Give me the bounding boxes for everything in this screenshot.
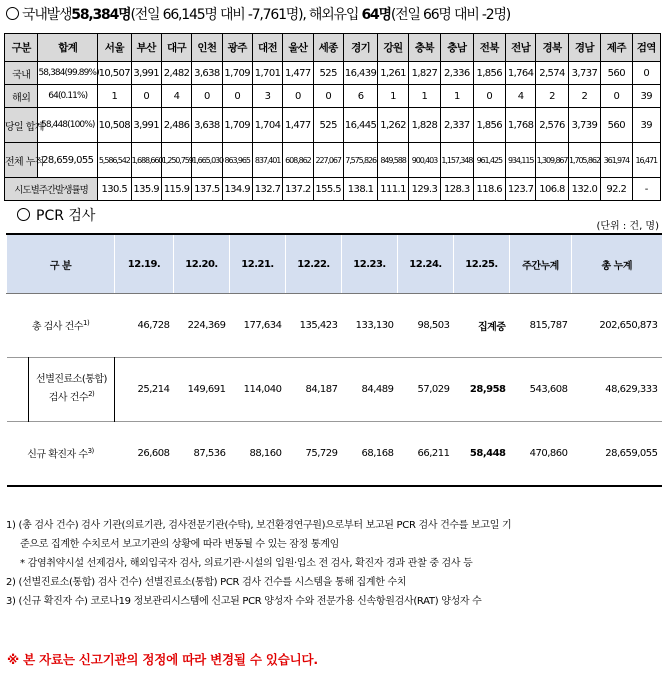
regional-col-header: 구분	[5, 34, 38, 62]
pcr-col-header: 12.25.	[454, 234, 510, 294]
regional-cell: 934,115	[505, 143, 535, 178]
regional-cell: 115.9	[161, 178, 191, 201]
pcr-row	[7, 294, 662, 358]
domestic-detail: (전일 66,145명 대비 -7,761명),	[130, 7, 306, 23]
note-2: 2) (선별진료소(통합) 검사 건수) 선별진료소(통합) PCR 검사 건수를 시스템을 통해 집계한 수치	[6, 577, 407, 588]
pcr-table	[6, 233, 662, 487]
regional-cell: 1,665,030	[192, 143, 222, 178]
regional-cell: 3,638	[192, 62, 222, 85]
regional-cell: 961,425	[473, 143, 505, 178]
regional-row	[5, 178, 661, 201]
regional-cell: 608,862	[283, 143, 313, 178]
regional-col-header: 검역	[632, 34, 660, 62]
regional-col-header: 서울	[98, 34, 131, 62]
regional-col-header: 울산	[283, 34, 313, 62]
pcr-cell: 202,650,873	[599, 320, 658, 331]
regional-cell: 129.3	[408, 178, 440, 201]
pcr-cell: 135,423	[299, 320, 338, 331]
regional-cell: 1,262	[378, 108, 408, 143]
pcr-cell: 28,659,055	[605, 448, 658, 459]
regional-col-header: 인천	[192, 34, 222, 62]
regional-cell: 1	[378, 85, 408, 108]
regional-cell: 5,586,542	[98, 143, 131, 178]
regional-col-header: 경북	[536, 34, 568, 62]
pcr-cell: 57,029	[417, 384, 450, 395]
regional-row-label: 전체 누적	[5, 143, 38, 178]
pcr-cell: 25,214	[137, 384, 170, 395]
pcr-row-label-text: 신규 확진자 수	[27, 449, 88, 461]
regional-cell: 137.5	[192, 178, 222, 201]
pcr-cell: 87,536	[193, 448, 226, 459]
regional-cell: 58,384(99.89%)	[38, 62, 98, 85]
regional-cell: 2,486	[161, 108, 191, 143]
pcr-cell: 114,040	[243, 384, 282, 395]
regional-cell: 137.2	[283, 178, 313, 201]
circle-bullet-icon	[6, 7, 19, 20]
regional-cell: 132.0	[568, 178, 600, 201]
regional-col-header: 대전	[252, 34, 282, 62]
regional-cell: 2,576	[536, 108, 568, 143]
regional-col-header: 부산	[131, 34, 161, 62]
regional-row-label: 해외	[5, 85, 38, 108]
regional-cell: 849,588	[378, 143, 408, 178]
pcr-col-header: 12.21.	[230, 234, 286, 294]
regional-col-header: 강원	[378, 34, 408, 62]
regional-cell: 3,739	[568, 108, 600, 143]
regional-cell: 2	[536, 85, 568, 108]
pcr-row-label	[29, 358, 115, 422]
regional-cell: 525	[313, 108, 343, 143]
regional-cell: 2,482	[161, 62, 191, 85]
pcr-col-header: 구 분	[7, 234, 115, 294]
domestic-count: 58,384명	[71, 7, 131, 23]
note-1a: 1) (총 검사 건수) 검사 기관(의료기관, 검사전문기관(수탁), 보건환경연구원)으로부터 보고된 PCR 검사 건수를 보고일 기	[6, 520, 512, 531]
regional-cell: 525	[313, 62, 343, 85]
regional-cell: 1,828	[408, 108, 440, 143]
regional-cell: 3,737	[568, 62, 600, 85]
pcr-heading	[17, 205, 95, 225]
pcr-row-label-text: 총 검사 건수	[31, 321, 83, 333]
regional-cell: 1	[441, 85, 473, 108]
regional-cell: 155.5	[313, 178, 343, 201]
overseas-detail: (전일 66명 대비 -2명)	[390, 7, 511, 23]
domestic-summary-heading	[6, 4, 510, 24]
regional-cell: 39	[632, 108, 660, 143]
regional-cell: 560	[601, 62, 632, 85]
pcr-cell: 84,489	[361, 384, 394, 395]
pcr-cell: 75,729	[305, 448, 338, 459]
regional-cell: 0	[632, 62, 660, 85]
regional-row	[5, 108, 661, 143]
regional-cell: 2	[568, 85, 600, 108]
pcr-col-header: 총 누계	[572, 234, 662, 294]
pcr-row	[7, 358, 662, 422]
footnote-marker: 3)	[87, 447, 94, 456]
regional-cell: 1,856	[473, 108, 505, 143]
regional-row-label: 당일 합계	[5, 108, 38, 143]
regional-cell: 0	[222, 85, 252, 108]
pcr-row-label	[7, 422, 115, 487]
regional-cell: 123.7	[505, 178, 535, 201]
pcr-cell: 98,503	[417, 320, 450, 331]
regional-cell: 134.9	[222, 178, 252, 201]
regional-cell: 1,705,862	[568, 143, 600, 178]
pcr-col-header: 12.24.	[398, 234, 454, 294]
indent-spacer	[7, 358, 29, 422]
regional-cell: 1,688,660	[131, 143, 161, 178]
pcr-row-label	[7, 294, 115, 358]
regional-cell: 16,445	[343, 108, 378, 143]
regional-cell: 1	[98, 85, 131, 108]
regional-cell: 1,261	[378, 62, 408, 85]
note-3: 3) (신규 확진자 수) 코로나19 정보관리시스템에 신고된 PCR 양성자 수와 전문가용 신속항원검사(RAT) 양성자 수	[6, 596, 482, 607]
pcr-row-label-line1: 선별진료소(통합)	[36, 374, 107, 386]
regional-cell: 1,157,348	[441, 143, 473, 178]
regional-cell: 138.1	[343, 178, 378, 201]
regional-cell: 560	[601, 108, 632, 143]
regional-cell: 1,704	[252, 108, 282, 143]
regional-cell: 3	[252, 85, 282, 108]
regional-row	[5, 85, 661, 108]
regional-col-header: 제주	[601, 34, 632, 62]
regional-row-label: 시도별주간발생률명	[5, 178, 98, 201]
regional-cell: 106.8	[536, 178, 568, 201]
regional-cell: 92.2	[601, 178, 632, 201]
circle-bullet-icon	[17, 208, 30, 221]
pcr-row-label-line2: 검사 건수	[48, 392, 89, 404]
pcr-cell: 84,187	[305, 384, 338, 395]
regional-cell: 863,965	[222, 143, 252, 178]
regional-col-header: 합계	[38, 34, 98, 62]
pcr-cell: 224,369	[187, 320, 226, 331]
regional-cell: 361,974	[601, 143, 632, 178]
footnote-marker: 2)	[88, 390, 95, 399]
regional-cell: 0	[601, 85, 632, 108]
pcr-cell: 543,608	[529, 384, 568, 395]
regional-row	[5, 143, 661, 178]
regional-col-header: 충북	[408, 34, 440, 62]
regional-cell: 3,991	[131, 108, 161, 143]
regional-cell: 0	[131, 85, 161, 108]
regional-cell: 135.9	[131, 178, 161, 201]
pcr-cell: 133,130	[355, 320, 394, 331]
regional-table-header	[5, 34, 661, 62]
regional-col-header: 광주	[222, 34, 252, 62]
regional-cell: 10,507	[98, 62, 131, 85]
regional-cell: 837,401	[252, 143, 282, 178]
regional-cell: 1,701	[252, 62, 282, 85]
regional-cell: 16,439	[343, 62, 378, 85]
pcr-col-header: 12.19.	[115, 234, 174, 294]
regional-cell: 227,067	[313, 143, 343, 178]
regional-cell: 1,709	[222, 108, 252, 143]
regional-cell: 1,309,867	[536, 143, 568, 178]
regional-cell: 1,709	[222, 62, 252, 85]
regional-cell: 1	[408, 85, 440, 108]
regional-cell: 0	[313, 85, 343, 108]
regional-cell: 2,337	[441, 108, 473, 143]
regional-cell: 118.6	[473, 178, 505, 201]
regional-cell: 10,508	[98, 108, 131, 143]
pcr-cell: 470,860	[529, 448, 568, 459]
pcr-cell: 88,160	[249, 448, 282, 459]
pcr-cell: 68,168	[361, 448, 394, 459]
regional-col-header: 경기	[343, 34, 378, 62]
regional-cell: 58,448(100%)	[38, 108, 98, 143]
regional-col-header: 대구	[161, 34, 191, 62]
regional-cell: 64(0.11%)	[38, 85, 98, 108]
pcr-col-header: 12.20.	[174, 234, 230, 294]
regional-col-header: 충남	[441, 34, 473, 62]
regional-cell: 1,477	[283, 108, 313, 143]
pcr-cell: 집계중	[478, 322, 506, 333]
overseas-count: 64명	[361, 7, 391, 23]
regional-col-header: 경남	[568, 34, 600, 62]
regional-cell: 1,250,759	[161, 143, 191, 178]
pcr-col-header: 12.23.	[342, 234, 398, 294]
regional-cell: 16,471	[632, 143, 660, 178]
regional-cell: 2,336	[441, 62, 473, 85]
regional-cell: 900,403	[408, 143, 440, 178]
regional-cell: 7,575,826	[343, 143, 378, 178]
pcr-cell: 46,728	[137, 320, 170, 331]
regional-cell: 111.1	[378, 178, 408, 201]
pcr-cell: 66,211	[417, 448, 450, 459]
regional-cell: 4	[505, 85, 535, 108]
regional-col-header: 전북	[473, 34, 505, 62]
pcr-row	[7, 422, 662, 487]
regional-cell: 39	[632, 85, 660, 108]
pcr-cell: 26,608	[137, 448, 170, 459]
heading-lead: 국내발생	[22, 7, 72, 23]
pcr-title: PCR 검사	[36, 208, 96, 224]
regional-cell: 3,638	[192, 108, 222, 143]
regional-table	[4, 33, 661, 201]
footnote-marker: 1)	[82, 319, 90, 328]
regional-cell: 1,827	[408, 62, 440, 85]
regional-cell: 3,991	[131, 62, 161, 85]
pcr-cell: 48,629,333	[605, 384, 658, 395]
pcr-cell: 177,634	[243, 320, 282, 331]
footnotes	[6, 516, 662, 611]
regional-cell: 1,768	[505, 108, 535, 143]
regional-cell: 130.5	[98, 178, 131, 201]
regional-row	[5, 62, 661, 85]
regional-cell: -	[632, 178, 660, 201]
regional-cell: 1,477	[283, 62, 313, 85]
regional-row-label: 국내	[5, 62, 38, 85]
unit-label: (단위 : 건, 명)	[596, 221, 659, 232]
regional-col-header: 세종	[313, 34, 343, 62]
regional-cell: 28,659,055	[38, 143, 98, 178]
warning-text: ※ 본 자료는 신고기관의 정정에 따라 변경될 수 있습니다.	[7, 652, 318, 667]
regional-cell: 132.7	[252, 178, 282, 201]
pcr-col-header: 12.22.	[286, 234, 342, 294]
pcr-cell: 28,958	[469, 384, 506, 395]
regional-cell: 0	[473, 85, 505, 108]
regional-cell: 1,856	[473, 62, 505, 85]
regional-cell: 0	[283, 85, 313, 108]
pcr-cell: 149,691	[187, 384, 226, 395]
note-1b: 준으로 집계한 수치로서 보고기관의 상황에 따라 변동될 수 있는 잠정 통계임	[20, 539, 339, 550]
pcr-col-header: 주간누계	[510, 234, 572, 294]
pcr-cell: 815,787	[529, 320, 568, 331]
regional-cell: 4	[161, 85, 191, 108]
regional-cell: 1,764	[505, 62, 535, 85]
regional-cell: 0	[192, 85, 222, 108]
pcr-cell: 58,448	[469, 448, 506, 459]
regional-cell: 128.3	[441, 178, 473, 201]
pcr-table-header	[7, 234, 662, 294]
regional-col-header: 전남	[505, 34, 535, 62]
regional-cell: 6	[343, 85, 378, 108]
regional-cell: 2,574	[536, 62, 568, 85]
overseas-label: 해외유입	[305, 7, 362, 23]
note-1c: * 감염취약시설 선제검사, 해외입국자 검사, 의료기관·시설의 입원·입소 전 검사, 확진자 경과 관찰 중 검사 등	[20, 558, 473, 569]
